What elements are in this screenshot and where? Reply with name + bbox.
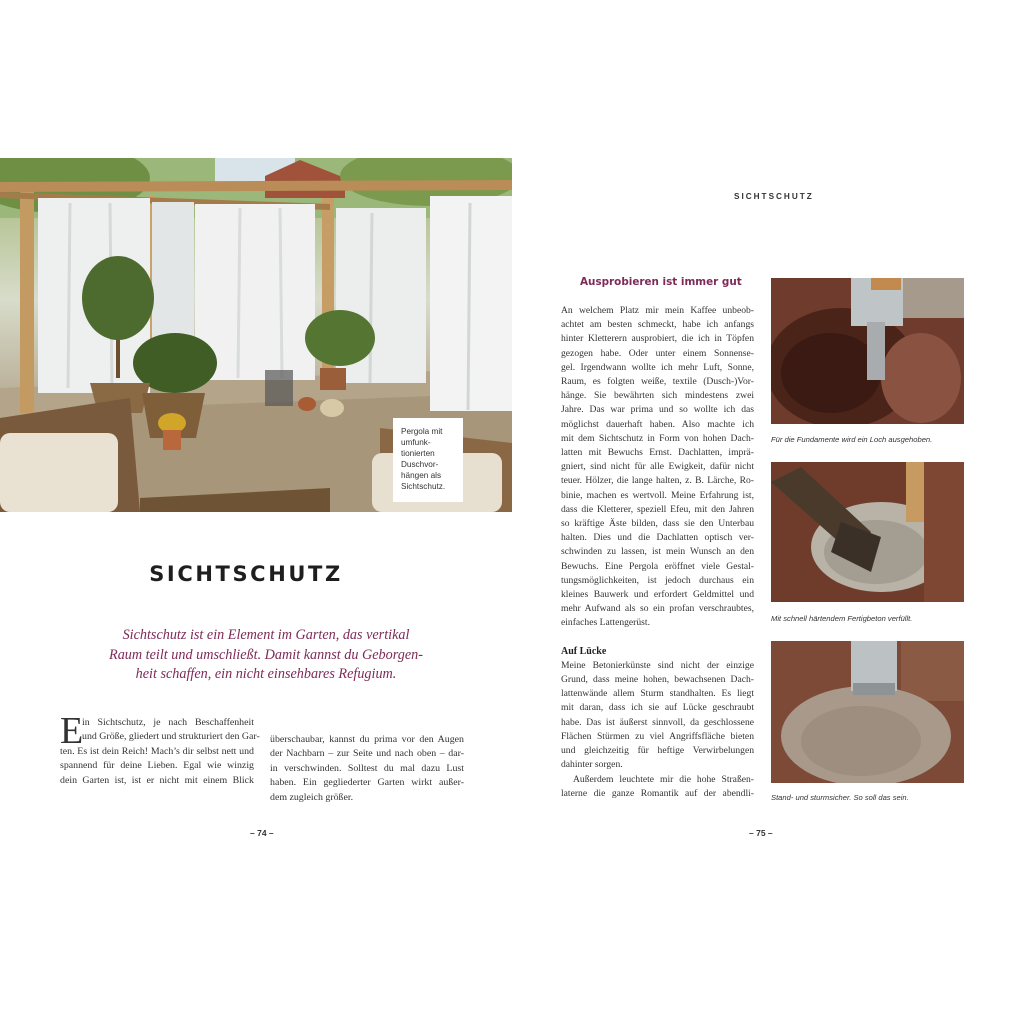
body-line: haben. Ein gegliederter Garten wirkt außer- bbox=[270, 777, 464, 789]
caption-line: umfunk- bbox=[401, 438, 431, 447]
body-line: dein Garten ist, ist er nicht mit einem Blick bbox=[60, 774, 254, 786]
body-line: tungsmöglichkeiten, ist jedoch durchaus ein bbox=[561, 574, 754, 586]
body-line: überschaubar, kannst du prima vor den Augen bbox=[270, 734, 464, 745]
body-line: Meine Betonierkünste sind nicht der einzige bbox=[561, 659, 754, 671]
lead-line: Raum teilt und umschließt. Damit kannst du Geborgen- bbox=[109, 646, 423, 663]
finished-post-photo bbox=[771, 641, 964, 783]
body-line: möglichst dauerhaft haben. Also machte ich bbox=[561, 418, 754, 430]
body-line: hänge. Sie bewährten sich mindestens zwei bbox=[561, 390, 754, 402]
section-title: Ausprobieren ist immer gut bbox=[580, 276, 742, 288]
body-line: An welchem Platz mir mein Kaffee unbeob- bbox=[561, 305, 754, 316]
right-page bbox=[512, 0, 1024, 1024]
body-line: gniert, sind nicht für alle Ewigkeit, dafür nicht bbox=[561, 461, 754, 473]
body-column bbox=[561, 304, 754, 801]
paragraph-gap bbox=[561, 631, 754, 645]
page-number: – 74 – bbox=[250, 828, 274, 838]
concrete-filling-illustration bbox=[771, 462, 964, 602]
body-line: mit daran, dass ich sie auf Lücke geschraubt bbox=[561, 702, 754, 714]
body-line: spannend für deine Lieben. Egal wie winzig bbox=[60, 760, 254, 772]
concrete-filling-photo bbox=[771, 462, 964, 602]
body-line: und Größe, gliedert und strukturiert den Gar- bbox=[82, 731, 260, 743]
body-column-1 bbox=[60, 716, 260, 788]
page-number: – 75 – bbox=[749, 828, 773, 838]
body-line: laterne die ganze Romantik auf der abendli- bbox=[561, 787, 754, 799]
caption-line: hängen als bbox=[401, 471, 442, 480]
body-line: Grund, dass meine hohen, bewachsenen Dach- bbox=[561, 674, 754, 686]
body-line: dem zugleich größer. bbox=[270, 791, 354, 803]
body-line: ten. Es ist dein Reich! Mach’s dir selbst nett und bbox=[60, 745, 254, 757]
body-column-2 bbox=[270, 733, 464, 805]
body-line: latten mit Bewuchs Ernst. Dachlatten, imprä- bbox=[561, 447, 754, 459]
body-line: Bewuchs. Eine Pergola eröffnet viele Gestal- bbox=[561, 560, 754, 572]
body-line: einfaches Lattengerüst. bbox=[561, 617, 650, 629]
caption-line: Duschvor- bbox=[401, 460, 439, 469]
body-line: Außerdem leuchtete mir die hohe Straßen- bbox=[573, 773, 754, 785]
body-line: dahinter sorgen. bbox=[561, 759, 623, 771]
subheading: Auf Lücke bbox=[561, 645, 607, 657]
photo-caption: Stand- und sturmsicher. So soll das sein. bbox=[771, 793, 909, 802]
body-line: kleines Bauwerk und erfordert Geldmittel und bbox=[561, 589, 754, 601]
lead-paragraph bbox=[60, 626, 472, 685]
body-line: Raum, es folgten weiße, textile (Dusch-)Vor- bbox=[561, 376, 754, 388]
body-line: in Sichtschutz, je nach Beschaffenheit bbox=[82, 717, 254, 728]
body-line: in verschwinden. Solltest du mal dazu Lust bbox=[270, 762, 464, 774]
pergola-photo-caption bbox=[393, 418, 463, 502]
body-line: halten. Dies und die Dachlatten optisch ver- bbox=[561, 532, 754, 544]
body-line: so kräftige Äste bilden, dass sie den Unterbau bbox=[561, 518, 754, 530]
body-line: und gleichzeitig für heftige Verwirbelungen bbox=[561, 745, 754, 757]
body-line: mit dem Sichtschutz in Form von hohen Dach- bbox=[561, 432, 754, 444]
body-line: teuer. Hölzer, die lange halten, z. B. Lärche, Ro- bbox=[561, 475, 754, 487]
body-line: gezogen habe. Oder unter einem Sonnense- bbox=[561, 347, 754, 359]
body-line: lattenwände allem Sturm standhalten. Es liegt bbox=[561, 688, 754, 700]
finished-post-illustration bbox=[771, 641, 964, 783]
caption-line: Sichtschutz. bbox=[401, 482, 446, 491]
dug-hole-illustration bbox=[771, 278, 964, 424]
body-line: binie, machen es wertvoll. Meine Erfahrung ist, bbox=[561, 489, 754, 501]
caption-line: Pergola mit bbox=[401, 427, 443, 436]
photo-caption: Für die Fundamente wird ein Loch ausgehoben. bbox=[771, 435, 933, 444]
body-line: schwinden zu lassen, ist mein Wunsch an den bbox=[561, 546, 754, 558]
lead-line: heit schaffen, ein nicht einsehbares Refugium. bbox=[135, 666, 397, 682]
lead-line: Sichtschutz ist ein Element im Garten, das vertikal bbox=[122, 627, 410, 643]
drop-cap: E bbox=[60, 710, 84, 752]
body-line: hinter Kletterern ausprobiert, die ich in Töpfen bbox=[561, 333, 754, 345]
body-line: achtet am besten schmeckt, habe ich anfangs bbox=[561, 319, 754, 331]
chapter-title: SICHTSCHUTZ bbox=[149, 562, 343, 586]
body-line: Jahre. Das war prima und so wollte ich das bbox=[561, 404, 754, 416]
body-line: mehr Aufwand als so ein profan verschraubtes, bbox=[561, 603, 754, 615]
body-line: habe. Das ist äußerst sinnvoll, da geschlossene bbox=[561, 716, 754, 728]
body-line: der Nachbarn – zur Seite und nach oben – dar- bbox=[270, 748, 464, 760]
dug-hole-photo bbox=[771, 278, 964, 424]
caption-line: tionierten bbox=[401, 449, 435, 458]
running-head: SICHTSCHUTZ bbox=[734, 192, 814, 201]
body-line: gel. Irgendwann wollte ich mehr Luft, Sonne, bbox=[561, 361, 754, 373]
body-line: dass die Kletterer, speziell Efeu, mit den Jahren bbox=[561, 503, 754, 515]
body-line: Flächen Stürmen zu viel Angriffsfläche bieten bbox=[561, 730, 754, 742]
photo-caption: Mit schnell härtendem Fertigbeton verfüllt. bbox=[771, 614, 913, 623]
